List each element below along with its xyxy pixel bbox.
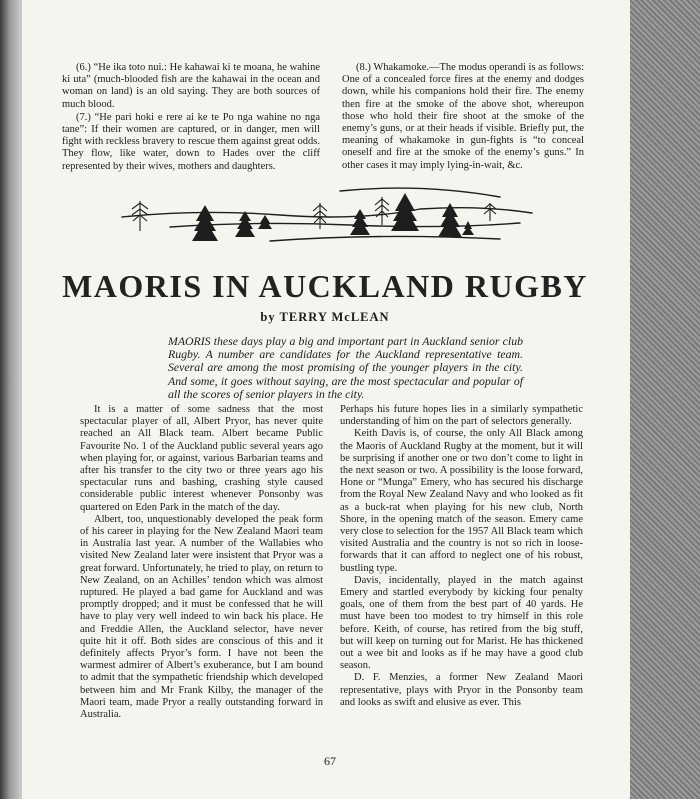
article-byline: by TERRY McLEAN [260, 310, 390, 324]
footnotes-right-column [342, 62, 584, 173]
article-intro: MAORIS these days play a big and important part in Auckland senior club Rugby. A number are candidates for the Auckland representative team. Several are among the most promising of the younger players in the city. And some, it goes without saying, are the most spectacular and popular of all the scores of senior players in the city. [168, 334, 523, 401]
book-binding [0, 0, 22, 799]
body-paragraph: Albert, too, unquestionably developed the peak form of his career in playing for the New Zealand Maori team in Australia last year. A number of the Wallabies who visited New Zealand later were insistent that Pryor was a great forward. Unfortunately, he tried to play, on return to New Zealand, on an Achilles’ tendon which was almost ruptured. He played a bad game for Auckland and was promptly dropped; and it must be confessed that he will have to play very well indeed to win back his place. He and Freddie Allen, the Auckland selector, have never quite hit it off. Both sides are conscious of this and it definitely affects Pryor’s form. I have not been the warmest admirer of Albert’s exuberance, but I am bound to admit that the sympathetic friendship which developed between him and Mr Frank Kilby, the manager of the Maori team, made Pryor a really outstanding forward in Australia. [80, 513, 323, 721]
body-paragraph: It is a matter of some sadness that the most spectacular player of all, Albert Pryor, has never quite reached an All Black team. Albert became Public Favourite No. 1 of the Auckland public several years ago when playing for, or against, various Barbarian teams and after his transfer to the city two or three years ago his spectacular runs and bashing, crashing style caused considerable public interest whenever Ponsonby was quartered on Eden Park in the match of the day. [80, 404, 323, 513]
body-paragraph: D. F. Menzies, a former New Zealand Maori representative, plays with Pryor in the Ponsonby team and looks as swift and elusive as ever. This [340, 672, 583, 708]
body-paragraph: Davis, incidentally, played in the match against Emery and startled everybody by kicking four penalty goals, one of them from the best part of 40 yards. He must have been too modest to try himself in this role before. Keith, of course, has retired from the big stuff, but will keep on turning out for Marist. He has thickened out a wee bit and looks as if he may have a good club season. [340, 574, 583, 672]
footnote-6: (6.) “He ika toto nui.: He kahawai ki te moana, he wahine ki uta” (much-blooded fish are the kahawai in the ocean and woman on land) is an old saying. They are both sources of much blood. [62, 62, 320, 110]
body-paragraph: Perhaps his future hopes lies in a similarly sympathetic understanding of him on the part of selectors generally. [340, 404, 583, 428]
body-left-column [80, 404, 323, 721]
body-paragraph: Keith Davis is, of course, the only All Black among the Maoris of Auckland Rugby at the moment, but it will be surprising if another one or two don’t come to light in the next season or two. A possibility is the loose forward, Hone or “Munga” Emery, who has secured his discharge from the Royal New Zealand Navy and who looked as fit as a buck-rat when playing for his new club, North Shore, in the opening match of the season. Emery came very close to selection for the 1957 All Black team which visited Australia and the country is not so rich in loose-forwards that it can afford to neglect one of his robust, bustling type. [340, 428, 583, 574]
footnotes-left-column [62, 62, 320, 174]
body-right-column [340, 404, 583, 709]
footnote-8: (8.) Whakamoke.—The modus operandi is as follows: One of a concealed force fires at the enemy and dodges down, while his companions hold their fire. The enemy then fire at the smoke of the above shot, whereupon those who hold their fire shoot at the smoke of the enemy’s guns, or at their heads if visible. Briefly put, the meaning of whakamoke in gun-fights is “to conceal oneself and fire at the smoke of the enemy’s guns.” In other cases it may imply lying-in-wait, &c. [342, 62, 584, 171]
pine-trees-landscape-icon [120, 183, 540, 255]
page-edge-background [630, 0, 700, 799]
page-number: 67 [324, 754, 336, 768]
article-title: MAORIS IN AUCKLAND RUGBY [62, 268, 588, 304]
footnote-7: (7.) “He pari hoki e rere ai ke te Po nga wahine no nga tane”: If their women are captured, or in danger, men will fight with reckless bravery to rescue them against great odds. They flow, like water, down to Hades over the cliff represented by their wives, mothers and daughters. [62, 111, 320, 172]
